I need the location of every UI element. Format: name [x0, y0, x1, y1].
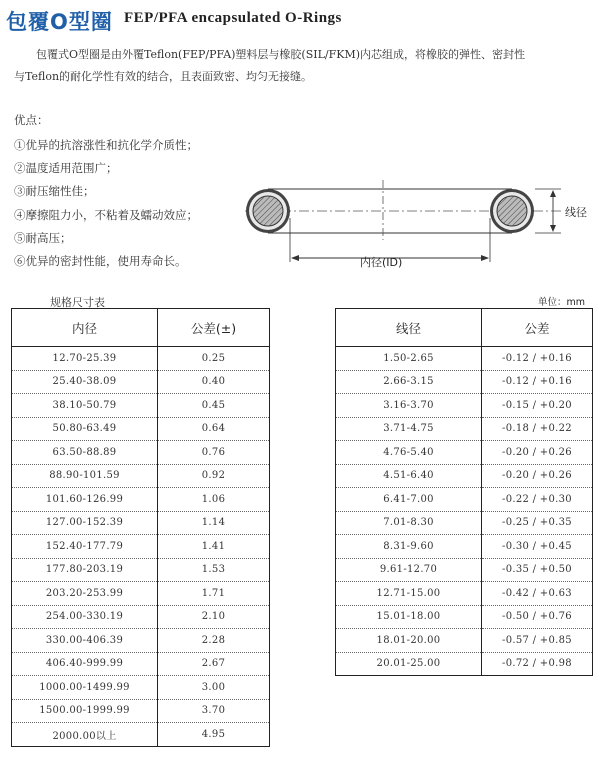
wire-diameter-label: 线径 — [565, 206, 587, 219]
tolerance-cell: 2.10 — [158, 605, 270, 629]
table-row — [336, 652, 593, 676]
advantage-item: ①优异的抗溶涨性和抗化学介质性； — [14, 138, 198, 152]
column-header-tolerance: 公差(±) — [158, 309, 270, 347]
inner-diameter-cell: 203.20-253.99 — [12, 582, 158, 606]
inner-diameter-cell: 2000.00以上 — [12, 723, 158, 747]
advantages-list — [14, 134, 198, 273]
table-row — [336, 558, 593, 582]
tolerance-cell: 1.06 — [158, 488, 270, 512]
table-row — [336, 347, 593, 371]
tolerance-cell: -0.20 / +0.26 — [482, 441, 593, 465]
tolerance-cell: 2.28 — [158, 629, 270, 653]
column-header-wire-diameter: 线径 — [336, 309, 482, 347]
table-row — [12, 535, 270, 559]
table-row — [12, 441, 270, 465]
tolerance-cell: 3.00 — [158, 676, 270, 700]
inner-diameter-cell: 254.00-330.19 — [12, 605, 158, 629]
wire-diameter-cell: 2.66-3.15 — [336, 370, 482, 394]
inner-diameter-cell: 1500.00-1999.99 — [12, 699, 158, 723]
table-row — [12, 370, 270, 394]
table-row — [12, 652, 270, 676]
wire-diameter-cell: 1.50-2.65 — [336, 347, 482, 371]
tolerance-cell: -0.42 / +0.63 — [482, 582, 593, 606]
right-ring-section — [490, 189, 534, 233]
table-row — [336, 417, 593, 441]
advantage-item: ③耐压缩性佳； — [14, 184, 95, 199]
tolerance-cell: -0.50 / +0.76 — [482, 605, 593, 629]
wire-diameter-cell: 4.76-5.40 — [336, 441, 482, 465]
tolerance-cell: 1.53 — [158, 558, 270, 582]
wire-diameter-cell: 18.01-20.00 — [336, 629, 482, 653]
inner-diameter-cell: 38.10-50.79 — [12, 394, 158, 418]
table-row — [12, 582, 270, 606]
table-row — [12, 676, 270, 700]
table-row — [336, 394, 593, 418]
inner-diameter-cell: 88.90-101.59 — [12, 464, 158, 488]
unit-label: 单位：mm — [538, 297, 586, 308]
inner-diameter-cell: 50.80-63.49 — [12, 417, 158, 441]
advantage-item: ⑤耐高压； — [14, 230, 72, 245]
advantage-item: ②温度适用范围广； — [14, 161, 118, 176]
tolerance-cell: 2.67 — [158, 652, 270, 676]
wire-diameter-cell: 3.71-4.75 — [336, 417, 482, 441]
wire-diameter-cell: 6.41-7.00 — [336, 488, 482, 512]
table-row — [336, 511, 593, 535]
column-header-inner-diameter: 内径 — [12, 309, 158, 347]
tolerance-cell: 0.40 — [158, 370, 270, 394]
table-header-row — [336, 309, 593, 347]
table-row — [336, 535, 593, 559]
tolerance-cell: -0.22 / +0.30 — [482, 488, 593, 512]
table-row — [12, 417, 270, 441]
tolerance-cell: -0.12 / +0.16 — [482, 370, 593, 394]
tolerance-cell: -0.72 / +0.98 — [482, 652, 593, 676]
wire-diameter-cell: 4.51-6.40 — [336, 464, 482, 488]
table-header-row — [12, 309, 270, 347]
table-row — [12, 464, 270, 488]
tolerance-cell: 0.76 — [158, 441, 270, 465]
table-row — [12, 723, 270, 747]
tolerance-cell: 1.71 — [158, 582, 270, 606]
tolerance-cell: -0.25 / +0.35 — [482, 511, 593, 535]
inner-diameter-cell: 152.40-177.79 — [12, 535, 158, 559]
tolerance-cell: 4.95 — [158, 723, 270, 747]
tolerance-cell: 1.14 — [158, 511, 270, 535]
table-row — [12, 629, 270, 653]
inner-diameter-cell: 63.50-88.89 — [12, 441, 158, 465]
table-row — [336, 441, 593, 465]
table-row — [12, 511, 270, 535]
wire-diameter-cell: 20.01-25.00 — [336, 652, 482, 676]
wire-diameter-tolerance-table — [335, 308, 593, 676]
table-row — [336, 370, 593, 394]
advantage-item: ④摩擦阻力小，不粘着及蠕动效应； — [14, 207, 198, 222]
page-title-en: FEP/PFA encapsulated O-Rings — [124, 10, 342, 26]
table-row — [12, 699, 270, 723]
intro-paragraph — [14, 44, 574, 88]
table-row — [12, 605, 270, 629]
o-ring-cross-section-diagram — [243, 178, 598, 270]
table-row — [336, 582, 593, 606]
inner-diameter-label: 内径(ID) — [360, 256, 403, 269]
inner-diameter-cell: 127.00-152.39 — [12, 511, 158, 535]
wire-diameter-cell: 7.01-8.30 — [336, 511, 482, 535]
advantage-item: ⑥优异的密封性能，使用寿命长。 — [14, 254, 187, 269]
tolerance-cell: -0.57 / +0.85 — [482, 629, 593, 653]
inner-diameter-cell: 177.80-203.19 — [12, 558, 158, 582]
tolerance-cell: 1.41 — [158, 535, 270, 559]
wire-diameter-cell: 3.16-3.70 — [336, 394, 482, 418]
table-row — [12, 488, 270, 512]
wire-diameter-cell: 12.71-15.00 — [336, 582, 482, 606]
inner-diameter-cell: 101.60-126.99 — [12, 488, 158, 512]
tolerance-cell: 3.70 — [158, 699, 270, 723]
table-row — [12, 394, 270, 418]
left-ring-section — [246, 189, 290, 233]
tolerance-cell: 0.92 — [158, 464, 270, 488]
table-row — [336, 629, 593, 653]
inner-diameter-cell: 1000.00-1499.99 — [12, 676, 158, 700]
table-row — [336, 464, 593, 488]
table-row — [336, 488, 593, 512]
table-row — [12, 558, 270, 582]
page-title-zh: 包覆O型圈 — [6, 10, 113, 34]
wire-diameter-cell: 8.31-9.60 — [336, 535, 482, 559]
tolerance-cell: -0.18 / +0.22 — [482, 417, 593, 441]
tolerance-cell: 0.45 — [158, 394, 270, 418]
inner-diameter-cell: 12.70-25.39 — [12, 347, 158, 371]
table-row — [12, 347, 270, 371]
tolerance-cell: -0.35 / +0.50 — [482, 558, 593, 582]
wire-diameter-cell: 9.61-12.70 — [336, 558, 482, 582]
spec-table-title: 规格尺寸表 — [50, 296, 105, 309]
tolerance-cell: 0.25 — [158, 347, 270, 371]
inner-diameter-cell: 330.00-406.39 — [12, 629, 158, 653]
tolerance-cell: 0.64 — [158, 417, 270, 441]
inner-diameter-cell: 406.40-999.99 — [12, 652, 158, 676]
wire-diameter-cell: 15.01-18.00 — [336, 605, 482, 629]
table-row — [336, 605, 593, 629]
inner-diameter-cell: 25.40-38.09 — [12, 370, 158, 394]
tolerance-cell: -0.12 / +0.16 — [482, 347, 593, 371]
column-header-tolerance: 公差 — [482, 309, 593, 347]
tolerance-cell: -0.15 / +0.20 — [482, 394, 593, 418]
inner-diameter-tolerance-table — [11, 308, 270, 747]
tolerance-cell: -0.20 / +0.26 — [482, 464, 593, 488]
advantages-title: 优点： — [14, 113, 49, 127]
tolerance-cell: -0.30 / +0.45 — [482, 535, 593, 559]
intro-line-2: 与Teflon的耐化学性有效的结合，且表面致密、均匀无接缝。 — [14, 70, 313, 83]
intro-line-1: 包覆式O型圈是由外覆Teflon(FEP/PFA)塑料层与橡胶(SIL/FKM)内芯组成，将橡胶的弹性、密封性 — [36, 48, 526, 61]
